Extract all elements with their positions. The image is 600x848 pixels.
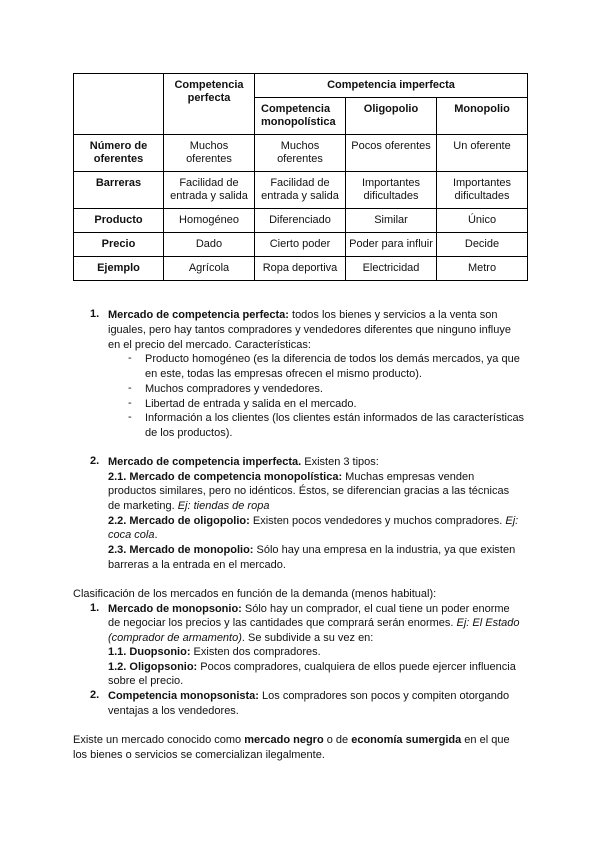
cell-oligopoly: Pocos oferentes bbox=[346, 135, 437, 172]
list-number: 2. bbox=[90, 689, 100, 701]
text-run: de negociar los precios y las cantidades que comprará serán enormes. bbox=[108, 617, 457, 629]
subsection-title: 2.2. Mercado de oligopolio: bbox=[108, 515, 250, 527]
example-text: (comprador de armamento) bbox=[108, 632, 242, 644]
table-row bbox=[74, 135, 528, 172]
bullet-dash: - bbox=[128, 397, 132, 409]
cell-perfect: Facilidad de entrada y salida bbox=[164, 172, 255, 209]
table-row bbox=[74, 233, 528, 257]
text-run: . bbox=[154, 529, 158, 541]
text-run: o de bbox=[323, 734, 352, 746]
paragraph-line bbox=[108, 689, 509, 704]
paragraph-line bbox=[108, 514, 518, 529]
row-label: Barreras bbox=[74, 172, 164, 209]
text-run: Pocos compradores, cualquiera de ellos puede ejercer influencia bbox=[197, 661, 516, 673]
subitem-title: 1.2. Oligopsonio: bbox=[108, 661, 198, 673]
text-run: en el que bbox=[461, 734, 510, 746]
cell-monopolistic: Ropa deportiva bbox=[255, 257, 346, 281]
key-term: economía sumergida bbox=[351, 734, 462, 746]
bullet-line: Producto homogéneo (es la diferencia de todos los demás mercados, ya que bbox=[145, 353, 520, 365]
item-title: Mercado de monopsonio: bbox=[108, 603, 242, 615]
text-run: de marketing. bbox=[108, 500, 178, 512]
paragraph-line bbox=[108, 528, 158, 543]
paragraph-line bbox=[73, 733, 510, 748]
example-text: Ej: tiendas de ropa bbox=[177, 500, 270, 512]
row-label: Producto bbox=[74, 209, 164, 233]
cell-perfect: Muchos oferentes bbox=[164, 135, 255, 172]
paragraph-line: ventajas a los vendedores. bbox=[108, 705, 239, 717]
bullet-line: en este, todas las empresas ofrecen el mismo producto). bbox=[145, 368, 422, 380]
cell-monopolistic: Muchos oferentes bbox=[255, 135, 346, 172]
paragraph-line bbox=[108, 602, 510, 617]
item-title: Competencia monopsonista: bbox=[108, 690, 259, 702]
row-label: Precio bbox=[74, 233, 164, 257]
paragraph-line bbox=[108, 455, 379, 470]
cell-monopolistic: Facilidad de entrada y salida bbox=[255, 172, 346, 209]
table-row bbox=[74, 257, 528, 281]
bullet-line: de los productos). bbox=[145, 427, 233, 439]
example-text: Ej: bbox=[505, 515, 519, 527]
paragraph-line: Clasificación de los mercados en función de la demanda (menos habitual): bbox=[73, 588, 437, 600]
list-number: 1. bbox=[90, 602, 100, 614]
header-perfect: Competencia perfecta bbox=[164, 74, 255, 135]
cell-perfect: Homogéneo bbox=[164, 209, 255, 233]
bullet-line: Muchos compradores y vendedores. bbox=[145, 383, 323, 395]
paragraph-line bbox=[108, 660, 516, 675]
cell-monopolistic: Cierto poder bbox=[255, 233, 346, 257]
cell-monopoly: Metro bbox=[437, 257, 528, 281]
cell-monopoly: Único bbox=[437, 209, 528, 233]
key-term: mercado negro bbox=[244, 734, 324, 746]
bullet-dash: - bbox=[128, 382, 132, 394]
cell-monopolistic: Diferenciado bbox=[255, 209, 346, 233]
text-run: Existen 3 tipos: bbox=[301, 456, 379, 468]
table-header-row bbox=[74, 74, 528, 98]
cell-oligopoly: Electricidad bbox=[346, 257, 437, 281]
row-label: Ejemplo bbox=[74, 257, 164, 281]
bullet-line: Información a los clientes (los clientes están informados de las características bbox=[145, 412, 525, 424]
text-run: Sólo hay una empresa en la industria, ya que existen bbox=[253, 544, 516, 556]
paragraph-line bbox=[108, 308, 497, 323]
list-number: 1. bbox=[90, 308, 100, 320]
paragraph-line: sobre el precio. bbox=[108, 675, 184, 687]
subsection-title: 2.3. Mercado de monopolio: bbox=[108, 544, 254, 556]
cell-monopoly: Importantes dificultades bbox=[437, 172, 528, 209]
paragraph-line bbox=[108, 499, 269, 514]
subsection-title: 2.1. Mercado de competencia monopolística: bbox=[108, 471, 343, 483]
subheader-monopoly: Monopolio bbox=[437, 98, 528, 135]
paragraph-line bbox=[108, 616, 520, 631]
text-run: Los compradores son pocos y compiten otorgando bbox=[258, 690, 510, 702]
subheader-oligopoly: Oligopolio bbox=[346, 98, 437, 135]
table-row bbox=[74, 209, 528, 233]
paragraph-line: iguales, pero hay tantos compradores y vendedores diferentes que ninguno influye bbox=[108, 324, 511, 336]
example-text: Ej: El Estado bbox=[456, 617, 520, 629]
section-title: Mercado de competencia perfecta: bbox=[108, 309, 289, 321]
bullet-dash: - bbox=[128, 411, 132, 423]
paragraph-line bbox=[108, 543, 515, 558]
subitem-title: 1.1. Duopsonio: bbox=[108, 646, 191, 658]
bullet-dash: - bbox=[128, 352, 132, 364]
text-run: Existen pocos vendedores y muchos compradores. bbox=[249, 515, 506, 527]
cell-perfect: Dado bbox=[164, 233, 255, 257]
paragraph-line: productos similares, pero no idénticos. Éstos, se diferencian gracias a las técnicas bbox=[108, 485, 510, 497]
cell-monopoly: Decide bbox=[437, 233, 528, 257]
table-row bbox=[74, 172, 528, 209]
section-title: Mercado de competencia imperfecta. bbox=[108, 456, 302, 468]
cell-oligopoly: Similar bbox=[346, 209, 437, 233]
list-number: 2. bbox=[90, 455, 100, 467]
cell-perfect: Agrícola bbox=[164, 257, 255, 281]
header-imperfect: Competencia imperfecta bbox=[255, 74, 528, 98]
text-run: Existe un mercado conocido como bbox=[73, 734, 245, 746]
text-run: todos los bienes y servicios a la venta son bbox=[288, 309, 498, 321]
market-comparison-table bbox=[73, 73, 528, 281]
paragraph-line: barreras a la entrada en el mercado. bbox=[108, 559, 286, 571]
paragraph-line bbox=[108, 631, 373, 646]
paragraph-line bbox=[108, 470, 474, 485]
paragraph-line: en el precio del mercado. Características: bbox=[108, 339, 311, 351]
paragraph-line: los bienes o servicios se comercializan ilegalmente. bbox=[73, 749, 325, 761]
cell-oligopoly: Importantes dificultades bbox=[346, 172, 437, 209]
text-run: Existen dos compradores. bbox=[190, 646, 321, 658]
cell-oligopoly: Poder para influir bbox=[346, 233, 437, 257]
subheader-monopolistic: Competencia monopolística bbox=[255, 98, 346, 135]
paragraph-line bbox=[108, 645, 321, 660]
cell-monopoly: Un oferente bbox=[437, 135, 528, 172]
text-run: Sólo hay un comprador, el cual tiene un poder enorme bbox=[241, 603, 510, 615]
bullet-line: Libertad de entrada y salida en el mercado. bbox=[145, 398, 357, 410]
table-corner-cell bbox=[74, 74, 164, 135]
example-text: coca cola bbox=[108, 529, 155, 541]
text-run: . Se subdivide a su vez en: bbox=[241, 632, 374, 644]
text-run: Muchas empresas venden bbox=[342, 471, 475, 483]
row-label: Número de oferentes bbox=[74, 135, 164, 172]
